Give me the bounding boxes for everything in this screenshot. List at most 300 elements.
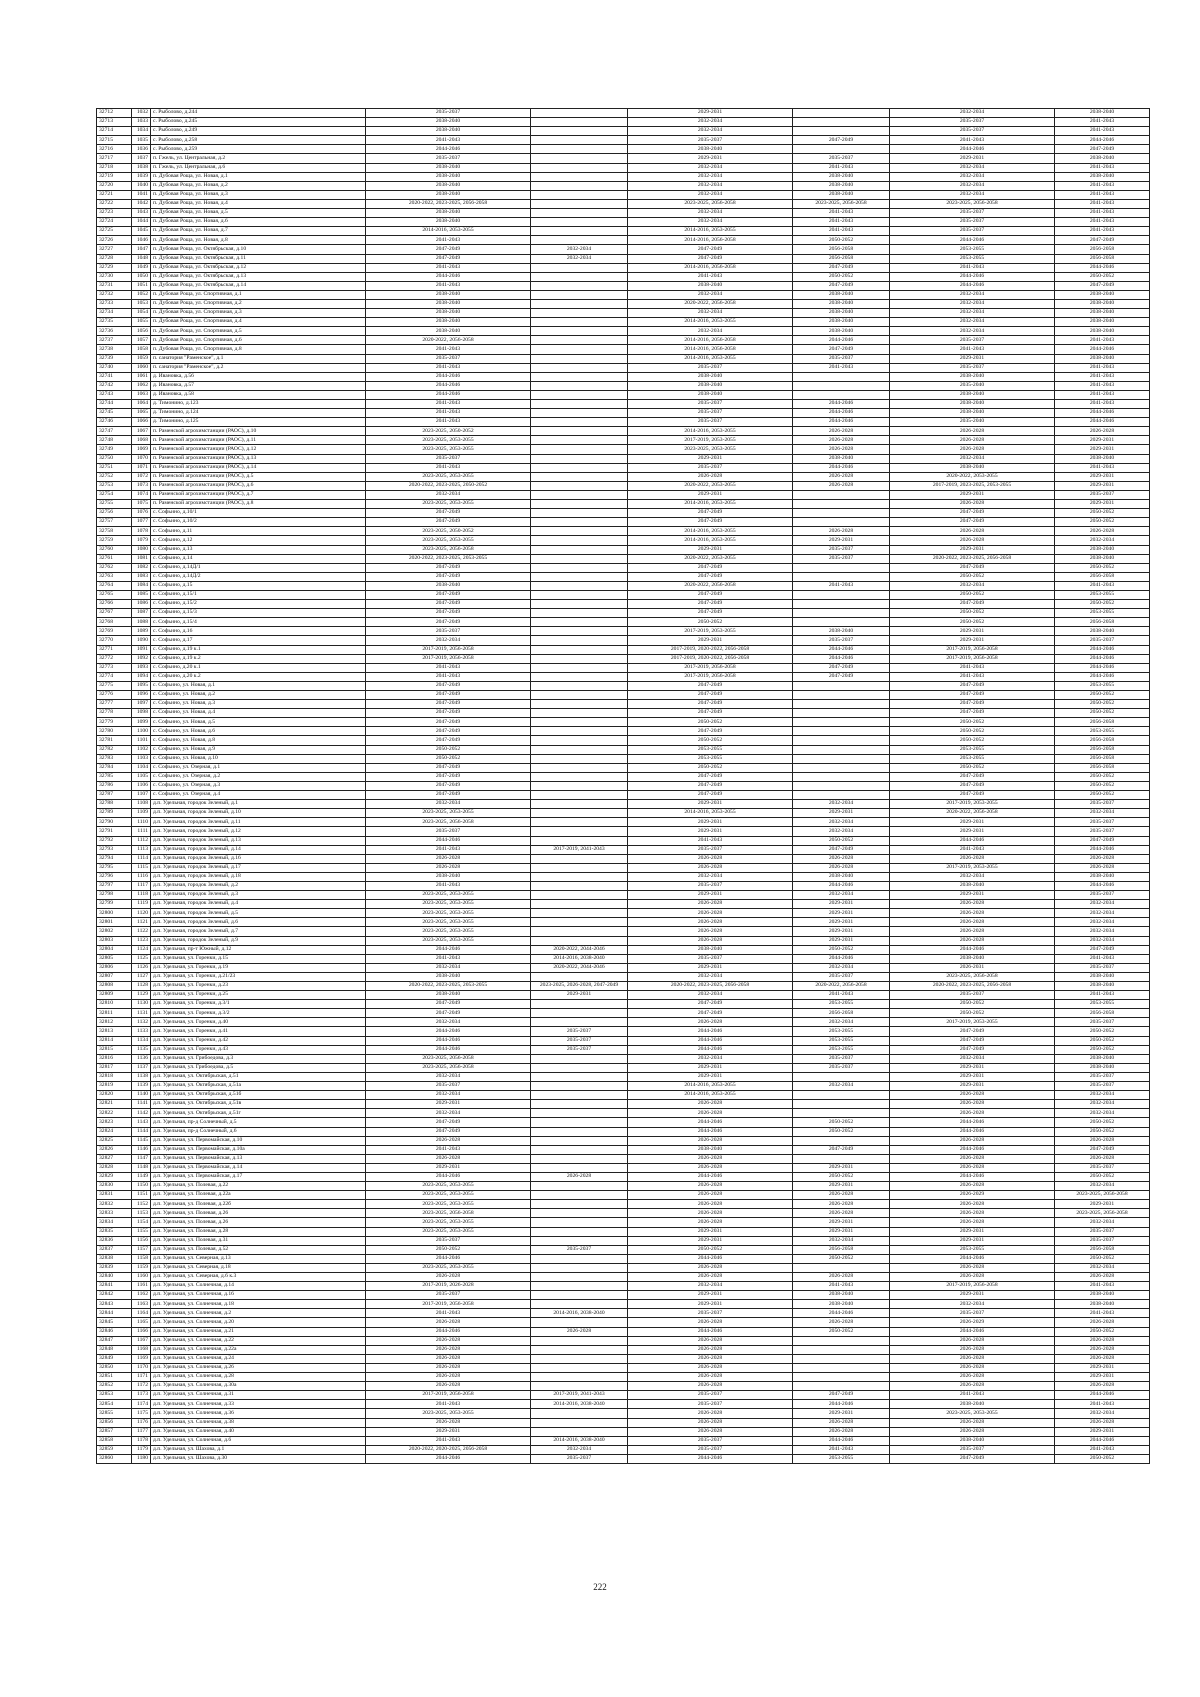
table-cell: 2032-2034 (793, 818, 890, 827)
table-cell: 32853 (97, 1391, 132, 1400)
table-cell: 1045 (132, 227, 151, 236)
table-cell: 1085 (132, 590, 151, 599)
table-cell (793, 1382, 890, 1391)
table-cell: д.п. Удельная, ул. Октябрьская, д.51г (151, 1109, 366, 1118)
table-cell: 2023-2025, 2053-2055 (366, 1200, 531, 1209)
table-cell: 2026-2028 (628, 1163, 793, 1172)
table-cell: 2035-2037 (531, 1454, 628, 1463)
table-cell: 2047-2049 (628, 509, 793, 518)
table-cell (531, 327, 628, 336)
table-cell: 2050-2052 (793, 272, 890, 281)
table-cell: 1070 (132, 454, 151, 463)
table-cell: 2047-2049 (366, 691, 531, 700)
table-cell: 2029-2031 (890, 354, 1055, 363)
table-cell: 2035-2037 (793, 1054, 890, 1063)
table-cell: п. Раменской агрохимстанции (РАОС), д.14 (151, 463, 366, 472)
table-cell: 2047-2049 (628, 772, 793, 781)
table-cell: 2038-2040 (628, 390, 793, 399)
table-cell: 2041-2043 (890, 672, 1055, 681)
table-cell: 1153 (132, 1209, 151, 1218)
table-cell: 2041-2043 (890, 263, 1055, 272)
table-cell: 1033 (132, 118, 151, 127)
table-cell: 1176 (132, 1418, 151, 1427)
table-cell: 1043 (132, 209, 151, 218)
table-cell: д.п. Удельная, городок Зеленый, д.7 (151, 927, 366, 936)
table-cell: с. Софьино, д.10/1 (151, 509, 366, 518)
table-cell: 2044-2046 (366, 1027, 531, 1036)
table-cell (531, 181, 628, 190)
table-cell: 32747 (97, 427, 132, 436)
table-cell: 1109 (132, 809, 151, 818)
table-cell: 2053-2055 (793, 1000, 890, 1009)
table-cell (531, 1263, 628, 1272)
table-cell: 2044-2046 (366, 272, 531, 281)
table-cell: 32717 (97, 154, 132, 163)
table-cell: 2047-2049 (366, 518, 531, 527)
table-cell: п. Дубовая Роща, ул. Спортивная, д.3 (151, 309, 366, 318)
table-row (97, 1063, 1150, 1072)
table-cell (531, 763, 628, 772)
table-cell: 2020-2022, 2056-2058 (628, 581, 793, 590)
table-cell: п. Дубовая Роща, ул. Спортивная, д.2 (151, 299, 366, 308)
table-cell: 2056-2058 (1055, 736, 1150, 745)
table-cell: д.п. Удельная, ул. Первомайская, д.10а (151, 1145, 366, 1154)
table-cell (531, 1082, 628, 1091)
table-row (97, 609, 1150, 618)
table-cell: д. Ивановка, д.57 (151, 381, 366, 390)
table-cell: 32721 (97, 190, 132, 199)
table-cell: 2032-2034 (628, 190, 793, 199)
table-cell: 32739 (97, 354, 132, 363)
table-cell (793, 563, 890, 572)
table-cell: 1046 (132, 236, 151, 245)
table-cell: 2023-2025, 2053-2055 (366, 900, 531, 909)
table-cell: 2038-2040 (1055, 109, 1150, 118)
table-cell: 2026-2028 (628, 1354, 793, 1363)
table-cell: 2014-2016, 2053-2055 (628, 227, 793, 236)
table-cell: с. Софьино, ул. Новая, д.6 (151, 727, 366, 736)
table-cell: 2053-2055 (1055, 590, 1150, 599)
table-row (97, 454, 1150, 463)
table-cell: п. Дубовая Роща, ул. Октябрьская, д.12 (151, 263, 366, 272)
table-cell: 2041-2043 (1055, 991, 1150, 1000)
table-cell (531, 636, 628, 645)
table-row (97, 1091, 1150, 1100)
table-cell: 2032-2034 (628, 1054, 793, 1063)
table-cell: 2032-2034 (890, 454, 1055, 463)
table-cell: 1055 (132, 318, 151, 327)
table-row (97, 1273, 1150, 1282)
table-cell: п. Дубовая Роща, ул. Новая, д.8 (151, 236, 366, 245)
table-cell: д.п. Удельная, ул. Солнечная, д.26 (151, 1363, 366, 1372)
table-cell: 32770 (97, 636, 132, 645)
table-cell (793, 681, 890, 690)
table-cell: 2029-2031 (628, 891, 793, 900)
table-cell: 2044-2046 (890, 272, 1055, 281)
table-cell: 2038-2040 (1055, 972, 1150, 981)
table-cell: 32816 (97, 1054, 132, 1063)
table-row (97, 1309, 1150, 1318)
table-cell: 2053-2055 (890, 254, 1055, 263)
table-cell: 2032-2034 (1055, 1409, 1150, 1418)
table-cell: 2035-2037 (628, 1391, 793, 1400)
table-cell (793, 781, 890, 790)
table-cell: п. Дубовая Роща, ул. Новая, д.4 (151, 199, 366, 208)
table-cell (531, 1118, 628, 1127)
table-cell: 1082 (132, 563, 151, 572)
table-cell: 2044-2046 (366, 836, 531, 845)
table-cell: с. Софьино, д.19 к.1 (151, 645, 366, 654)
table-row (97, 1454, 1150, 1463)
table-cell: 1146 (132, 1145, 151, 1154)
table-cell: 2026-2028 (890, 900, 1055, 909)
table-cell: 2026-2028 (890, 1218, 1055, 1227)
table-cell: д.п. Удельная, ул. Солнечная, д.36 (151, 1409, 366, 1418)
table-cell: д.п. Удельная, ул. Полевая, д.22 (151, 1182, 366, 1191)
table-cell: 1162 (132, 1291, 151, 1300)
table-cell: 1135 (132, 1045, 151, 1054)
table-cell: 2038-2040 (890, 409, 1055, 418)
table-cell (531, 545, 628, 554)
table-cell: д.п. Удельная, ул. Первомайская, д.17 (151, 1172, 366, 1181)
table-cell (531, 736, 628, 745)
table-cell (531, 1236, 628, 1245)
table-cell (793, 618, 890, 627)
table-cell: 2056-2058 (1055, 745, 1150, 754)
table-cell: 2044-2046 (1055, 672, 1150, 681)
table-cell: 2047-2049 (890, 681, 1055, 690)
table-cell: д.п. Удельная, ул. Первомайская, д.13 (151, 1154, 366, 1163)
table-cell: 2044-2046 (1055, 845, 1150, 854)
table-cell: 2038-2040 (890, 1400, 1055, 1409)
table-cell: 2032-2034 (890, 872, 1055, 881)
table-cell: 2053-2055 (793, 1027, 890, 1036)
table-cell (531, 490, 628, 499)
table-cell: 2038-2040 (1055, 154, 1150, 163)
table-cell: 2029-2031 (793, 1182, 890, 1191)
table-cell: 32724 (97, 218, 132, 227)
table-cell: 32733 (97, 299, 132, 308)
table-cell: 2047-2049 (890, 1454, 1055, 1463)
table-cell: д.п. Удельная, ул. Горенки, д.43 (151, 1045, 366, 1054)
table-cell: 1047 (132, 245, 151, 254)
table-cell (793, 1091, 890, 1100)
table-cell: 1104 (132, 763, 151, 772)
table-cell: 2050-2052 (793, 836, 890, 845)
table-cell: 1032 (132, 109, 151, 118)
table-cell: 32824 (97, 1127, 132, 1136)
table-row (97, 791, 1150, 800)
table-cell: 1157 (132, 1245, 151, 1254)
table-cell (531, 1145, 628, 1154)
table-row (97, 554, 1150, 563)
table-cell (793, 1363, 890, 1372)
table-cell: 2017-2019, 2020-2022, 2056-2058 (628, 645, 793, 654)
table-cell: с. Софьино, ул. Озерная, д.2 (151, 772, 366, 781)
table-cell (793, 1373, 890, 1382)
table-cell: 32835 (97, 1227, 132, 1236)
table-cell: 2023-2025, 2053-2055 (366, 1227, 531, 1236)
table-cell: 1125 (132, 954, 151, 963)
table-cell: 1166 (132, 1327, 151, 1336)
table-cell: 1163 (132, 1300, 151, 1309)
table-cell: 2014-2016, 2053-2055 (366, 227, 531, 236)
table-cell: 2038-2040 (793, 190, 890, 199)
table-cell: 32752 (97, 472, 132, 481)
table-cell: 32846 (97, 1327, 132, 1336)
table-cell: 2041-2043 (793, 218, 890, 227)
table-cell: 2044-2046 (793, 400, 890, 409)
table-cell: 32740 (97, 363, 132, 372)
table-cell: 2041-2043 (366, 281, 531, 290)
table-cell: 2017-2019, 2041-2043 (531, 845, 628, 854)
table-row (97, 1409, 1150, 1418)
table-cell: 32742 (97, 381, 132, 390)
table-cell: 2029-2031 (793, 900, 890, 909)
table-cell: 32811 (97, 1009, 132, 1018)
table-row (97, 691, 1150, 700)
table-cell: 32805 (97, 954, 132, 963)
table-cell: 32789 (97, 809, 132, 818)
table-cell: 2047-2049 (628, 1000, 793, 1009)
table-cell: 2032-2034 (366, 636, 531, 645)
table-cell: 2026-2028 (628, 1273, 793, 1282)
table-cell: 2050-2052 (1055, 772, 1150, 781)
table-cell: 2029-2031 (1055, 1363, 1150, 1372)
table-cell: 2038-2040 (793, 627, 890, 636)
table-cell: д.п. Удельная, городок Зеленый, д.4 (151, 900, 366, 909)
table-cell: 2038-2040 (1055, 1063, 1150, 1072)
table-cell: 32850 (97, 1363, 132, 1372)
table-cell: 2038-2040 (366, 172, 531, 181)
table-cell: 2017-2019, 2041-2043 (531, 1391, 628, 1400)
table-cell: 2035-2037 (890, 209, 1055, 218)
table-cell: д.п. Удельная, ул. Северная, д.13 (151, 1254, 366, 1263)
table-cell (531, 618, 628, 627)
table-cell (793, 372, 890, 381)
table-cell: 2044-2046 (628, 1327, 793, 1336)
table-cell: 32719 (97, 172, 132, 181)
table-row (97, 209, 1150, 218)
table-cell: 2038-2040 (366, 299, 531, 308)
table-row (97, 363, 1150, 372)
table-cell: 2026-2028 (890, 1163, 1055, 1172)
table-cell: 2044-2046 (890, 1172, 1055, 1181)
table-cell: 2026-2028 (628, 1018, 793, 1027)
table-cell (531, 600, 628, 609)
table-cell: 2023-2025, 2053-2055 (366, 1218, 531, 1227)
table-cell: с. Софьино, ул. Новая, д.4 (151, 709, 366, 718)
table-cell: 2038-2040 (890, 881, 1055, 890)
table-row (97, 1200, 1150, 1209)
table-cell: 2038-2040 (628, 381, 793, 390)
table-cell: 2044-2046 (366, 1327, 531, 1336)
table-cell: 1099 (132, 718, 151, 727)
table-row (97, 1363, 1150, 1372)
table-cell: 2035-2037 (366, 827, 531, 836)
table-cell: 2032-2034 (366, 800, 531, 809)
table-cell: 2029-2031 (628, 800, 793, 809)
table-cell: 2050-2052 (1055, 509, 1150, 518)
table-cell: 2026-2028 (1055, 1382, 1150, 1391)
table-cell: 2050-2052 (1055, 1327, 1150, 1336)
table-cell: 2050-2052 (890, 718, 1055, 727)
table-cell: 2053-2055 (890, 1245, 1055, 1254)
table-cell: 1057 (132, 336, 151, 345)
table-row (97, 1191, 1150, 1200)
table-cell: д.п. Удельная, ул. Грибоедова, д.5 (151, 1063, 366, 1072)
table-cell: 32848 (97, 1345, 132, 1354)
table-cell: 2026-2028 (890, 1336, 1055, 1345)
table-cell: 2050-2052 (1055, 781, 1150, 790)
table-cell: с. Софьино, ул. Новая, д.9 (151, 745, 366, 754)
table-cell: 2047-2049 (890, 700, 1055, 709)
table-cell (531, 572, 628, 581)
table-cell (531, 1336, 628, 1345)
table-cell: 2029-2031 (890, 891, 1055, 900)
schedule-table (96, 108, 1150, 1464)
table-cell: с. Софьино, д.15/4 (151, 618, 366, 627)
table-cell (531, 190, 628, 199)
table-cell: 2041-2043 (793, 163, 890, 172)
table-cell: 2047-2049 (1055, 236, 1150, 245)
table-cell: 2053-2055 (890, 745, 1055, 754)
table-cell (531, 118, 628, 127)
table-row (97, 982, 1150, 991)
table-cell: 2026-2028 (890, 909, 1055, 918)
table-cell: 2044-2046 (793, 409, 890, 418)
table-cell: 2050-2052 (1055, 1254, 1150, 1263)
table-cell: 32781 (97, 736, 132, 745)
table-row (97, 1145, 1150, 1154)
table-cell: 32774 (97, 672, 132, 681)
table-cell: 2035-2037 (793, 636, 890, 645)
table-cell: п. Дубовая Роща, ул. Спортивная, д.6 (151, 336, 366, 345)
table-cell: 2041-2043 (1055, 218, 1150, 227)
table-cell: 2038-2040 (890, 1436, 1055, 1445)
table-cell: 32851 (97, 1373, 132, 1382)
table-cell: д. Тимонино, д.125 (151, 418, 366, 427)
table-cell: 2050-2052 (628, 618, 793, 627)
table-cell: с. Софьино, д.11 (151, 527, 366, 536)
table-cell: 2026-2028 (890, 427, 1055, 436)
table-cell: 2044-2046 (890, 1145, 1055, 1154)
table-row (97, 263, 1150, 272)
table-row (97, 154, 1150, 163)
table-cell: 2044-2046 (1055, 663, 1150, 672)
table-cell: 32728 (97, 254, 132, 263)
table-cell: 2038-2040 (890, 954, 1055, 963)
table-cell: 32729 (97, 263, 132, 272)
table-cell: 2014-2016, 2038-2040 (531, 954, 628, 963)
table-cell: 2014-2016, 2056-2058 (628, 263, 793, 272)
table-cell (531, 1373, 628, 1382)
table-cell: 2050-2052 (793, 1254, 890, 1263)
table-cell: 2038-2040 (628, 945, 793, 954)
table-cell: 2026-2028 (890, 854, 1055, 863)
table-cell: 2032-2034 (628, 991, 793, 1000)
table-cell: д.п. Удельная, ул. Солнечная, д.33 (151, 1400, 366, 1409)
table-cell: 32763 (97, 572, 132, 581)
table-row (97, 827, 1150, 836)
table-cell: 1100 (132, 727, 151, 736)
table-row (97, 1154, 1150, 1163)
table-cell: 32833 (97, 1209, 132, 1218)
table-cell: 2026-2028 (628, 1191, 793, 1200)
table-cell: 2029-2031 (1055, 436, 1150, 445)
table-cell: 2029-2031 (793, 809, 890, 818)
table-cell: 1058 (132, 345, 151, 354)
table-cell: 2056-2058 (793, 1009, 890, 1018)
table-cell (531, 409, 628, 418)
table-cell: 2035-2037 (1055, 1082, 1150, 1091)
table-cell (793, 791, 890, 800)
table-cell: 2035-2037 (1055, 1072, 1150, 1081)
table-cell (531, 654, 628, 663)
table-cell: 32777 (97, 700, 132, 709)
table-row (97, 163, 1150, 172)
table-cell: 2047-2049 (366, 245, 531, 254)
table-cell: 2017-2019, 2053-2055 (890, 863, 1055, 872)
table-cell (793, 590, 890, 599)
table-row (97, 1436, 1150, 1445)
table-cell: 32736 (97, 327, 132, 336)
table-row (97, 836, 1150, 845)
table-cell: 2047-2049 (890, 691, 1055, 700)
table-cell: д.п. Удельная, ул. Северная, д.18 (151, 1263, 366, 1272)
table-cell (531, 881, 628, 890)
table-cell: 2035-2037 (1055, 827, 1150, 836)
table-row (97, 336, 1150, 345)
table-row (97, 1163, 1150, 1172)
table-cell: 2044-2046 (793, 654, 890, 663)
table-cell: 32840 (97, 1273, 132, 1282)
table-cell: 2029-2031 (1055, 445, 1150, 454)
table-row (97, 1263, 1150, 1272)
table-cell: 32712 (97, 109, 132, 118)
table-cell: 32837 (97, 1245, 132, 1254)
table-cell: 32797 (97, 881, 132, 890)
table-cell: д.п. Удельная, ул. Горенки, д.41 (151, 1027, 366, 1036)
table-cell: 2044-2046 (366, 945, 531, 954)
table-cell: 2017-2019, 2056-2058 (366, 1391, 531, 1400)
table-row (97, 381, 1150, 390)
table-cell: 2047-2049 (793, 1145, 890, 1154)
table-row (97, 672, 1150, 681)
table-row (97, 1382, 1150, 1391)
table-cell: 2044-2046 (890, 1118, 1055, 1127)
table-cell: 2023-2025, 2056-2058 (366, 818, 531, 827)
table-cell: 2023-2025, 2050-2052 (366, 427, 531, 436)
table-cell: 1175 (132, 1409, 151, 1418)
table-cell: 2026-2028 (890, 1182, 1055, 1191)
table-cell: д.п. Удельная, ул. Горенки, д.42 (151, 1036, 366, 1045)
table-cell: с. Софьино, д.15/2 (151, 600, 366, 609)
table-cell: 1039 (132, 172, 151, 181)
table-cell: 32817 (97, 1063, 132, 1072)
table-row (97, 1418, 1150, 1427)
table-cell: 2026-2028 (628, 1109, 793, 1118)
table-cell: 2026-2028 (890, 1091, 1055, 1100)
table-cell: 2032-2034 (366, 1072, 531, 1081)
table-cell: д.п. Удельная, ул. Солнечная, д.20 (151, 1318, 366, 1327)
table-cell: 1150 (132, 1182, 151, 1191)
table-cell: 2020-2022, 2023-2025, 2050-2052 (366, 481, 531, 490)
table-cell: 2044-2046 (1055, 881, 1150, 890)
table-cell: 2014-2016, 2053-2055 (628, 1082, 793, 1091)
table-cell: 1115 (132, 863, 151, 872)
table-cell: 32745 (97, 409, 132, 418)
